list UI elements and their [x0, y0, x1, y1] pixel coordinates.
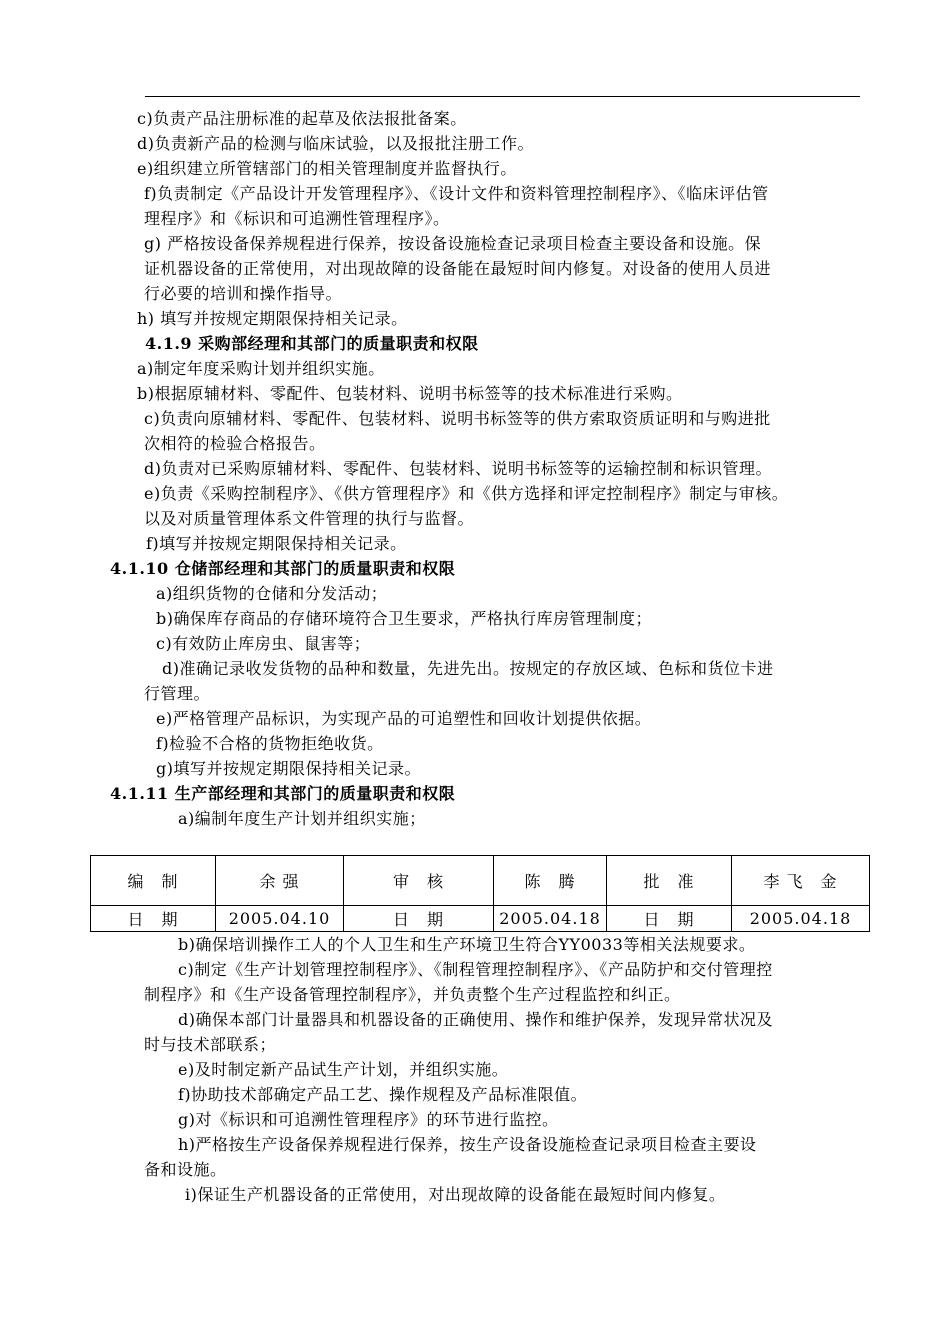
text-line: d)负责新产品的检测与临床试验，以及报批注册工作。 — [137, 134, 534, 153]
text-line: i)保证生产机器设备的正常使用，对出现故障的设备能在最短时间内修复。 — [185, 1185, 726, 1204]
text-line: b)根据原辅材料、零配件、包装材料、说明书标签等的技术标准进行采购。 — [137, 384, 683, 403]
text-line: a)编制年度生产计划并组织实施； — [178, 809, 426, 828]
text-line: c)制定《生产计划管理控制程序》、《制程管理控制程序》、《产品防护和交付管理控 — [178, 960, 773, 979]
text-line: b)确保库存商品的存储环境符合卫生要求，严格执行库房管理制度； — [156, 609, 652, 628]
text-line: g)填写并按规定期限保持相关记录。 — [156, 759, 421, 778]
text-line: d)负责对已采购原辅材料、零配件、包装材料、说明书标签等的运输控制和标识管理。 — [144, 459, 772, 478]
compiled-by-label: 编 制 — [91, 856, 216, 906]
text-line: b)确保培训操作工人的个人卫生和生产环境卫生符合YY0033等相关法规要求。 — [178, 935, 756, 954]
text-line: h) 填写并按规定期限保持相关记录。 — [137, 309, 408, 328]
text-line: f)填写并按规定期限保持相关记录。 — [146, 534, 407, 553]
text-line: 时与技术部联系； — [144, 1035, 277, 1054]
reviewed-date-label: 日 期 — [344, 906, 494, 932]
text-line: 备和设施。 — [144, 1160, 227, 1179]
text-line: 次相符的检验合格报告。 — [144, 434, 326, 453]
text-line: e)负责《采购控制程序》、《供方管理程序》和《供方选择和评定控制程序》制定与审核。 — [144, 484, 789, 503]
text-line: 行必要的培训和操作指导。 — [144, 284, 343, 303]
text-line: c)有效防止库房虫、鼠害等； — [156, 634, 371, 653]
text-line: 理程序》和《标识和可追溯性管理程序》。 — [144, 209, 450, 228]
reviewed-by-label: 审 核 — [344, 856, 494, 906]
reviewed-by-name: 陈 腾 — [494, 856, 607, 906]
text-line: g)对《标识和可追溯性管理程序》的环节进行监控。 — [178, 1110, 559, 1129]
text-line: g) 严格按设备保养规程进行保养，按设备设施检查记录项目检查主要设备和设施。保 — [144, 234, 762, 253]
text-line: e)及时制定新产品试生产计划，并组织实施。 — [178, 1060, 509, 1079]
section-heading: 4.1.10 仓储部经理和其部门的质量职责和权限 — [110, 559, 456, 578]
signoff-table — [90, 855, 870, 932]
compiled-by-name: 余 强 — [216, 856, 344, 906]
text-line: d)确保本部门计量器具和机器设备的正确使用、操作和维护保养，发现异常状况及 — [178, 1010, 773, 1029]
text-line: a)组织货物的仓储和分发活动； — [156, 584, 388, 603]
text-line: d)准确记录收发货物的品种和数量，先进先出。按规定的存放区域、色标和货位卡进 — [162, 659, 774, 678]
compiled-date-label: 日 期 — [91, 906, 216, 932]
signoff-row-names — [91, 856, 870, 906]
text-line: c)负责产品注册标准的起草及依法报批备案。 — [137, 109, 467, 128]
text-line: 证机器设备的正常使用，对出现故障的设备能在最短时间内修复。对设备的使用人员进 — [144, 259, 772, 278]
text-line: f)检验不合格的货物拒绝收货。 — [156, 734, 384, 753]
compiled-date: 2005.04.10 — [216, 906, 344, 932]
text-line: h)严格按生产设备保养规程进行保养，按生产设备设施检查记录项目检查主要设 — [178, 1135, 757, 1154]
section-heading: 4.1.9 采购部经理和其部门的质量职责和权限 — [145, 334, 479, 353]
signoff-row-dates — [91, 906, 870, 932]
text-line: f)协助技术部确定产品工艺、操作规程及产品标准限值。 — [178, 1085, 588, 1104]
text-line: 行管理。 — [144, 684, 211, 703]
approved-by-label: 批 准 — [607, 856, 732, 906]
approved-by-name: 李 飞 金 — [732, 856, 870, 906]
reviewed-date: 2005.04.18 — [494, 906, 607, 932]
text-line: 以及对质量管理体系文件管理的执行与监督。 — [144, 509, 475, 528]
approved-date-label: 日 期 — [607, 906, 732, 932]
text-line: a)制定年度采购计划并组织实施。 — [137, 359, 385, 378]
text-line: e)组织建立所管辖部门的相关管理制度并监督执行。 — [137, 159, 517, 178]
approved-date: 2005.04.18 — [732, 906, 870, 932]
text-line: e)严格管理产品标识，为实现产品的可追塑性和回收计划提供依据。 — [156, 709, 652, 728]
text-line: 制程序》和《生产设备管理控制程序》，并负责整个生产过程监控和纠正。 — [144, 985, 681, 1004]
header-rule — [145, 96, 860, 97]
section-heading: 4.1.11 生产部经理和其部门的质量职责和权限 — [110, 784, 456, 803]
text-line: f)负责制定《产品设计开发管理程序》、《设计文件和资料管理控制程序》、《临床评估管 — [144, 184, 769, 203]
text-line: c)负责向原辅材料、零配件、包装材料、说明书标签等的供方索取资质证明和与购进批 — [144, 409, 771, 428]
